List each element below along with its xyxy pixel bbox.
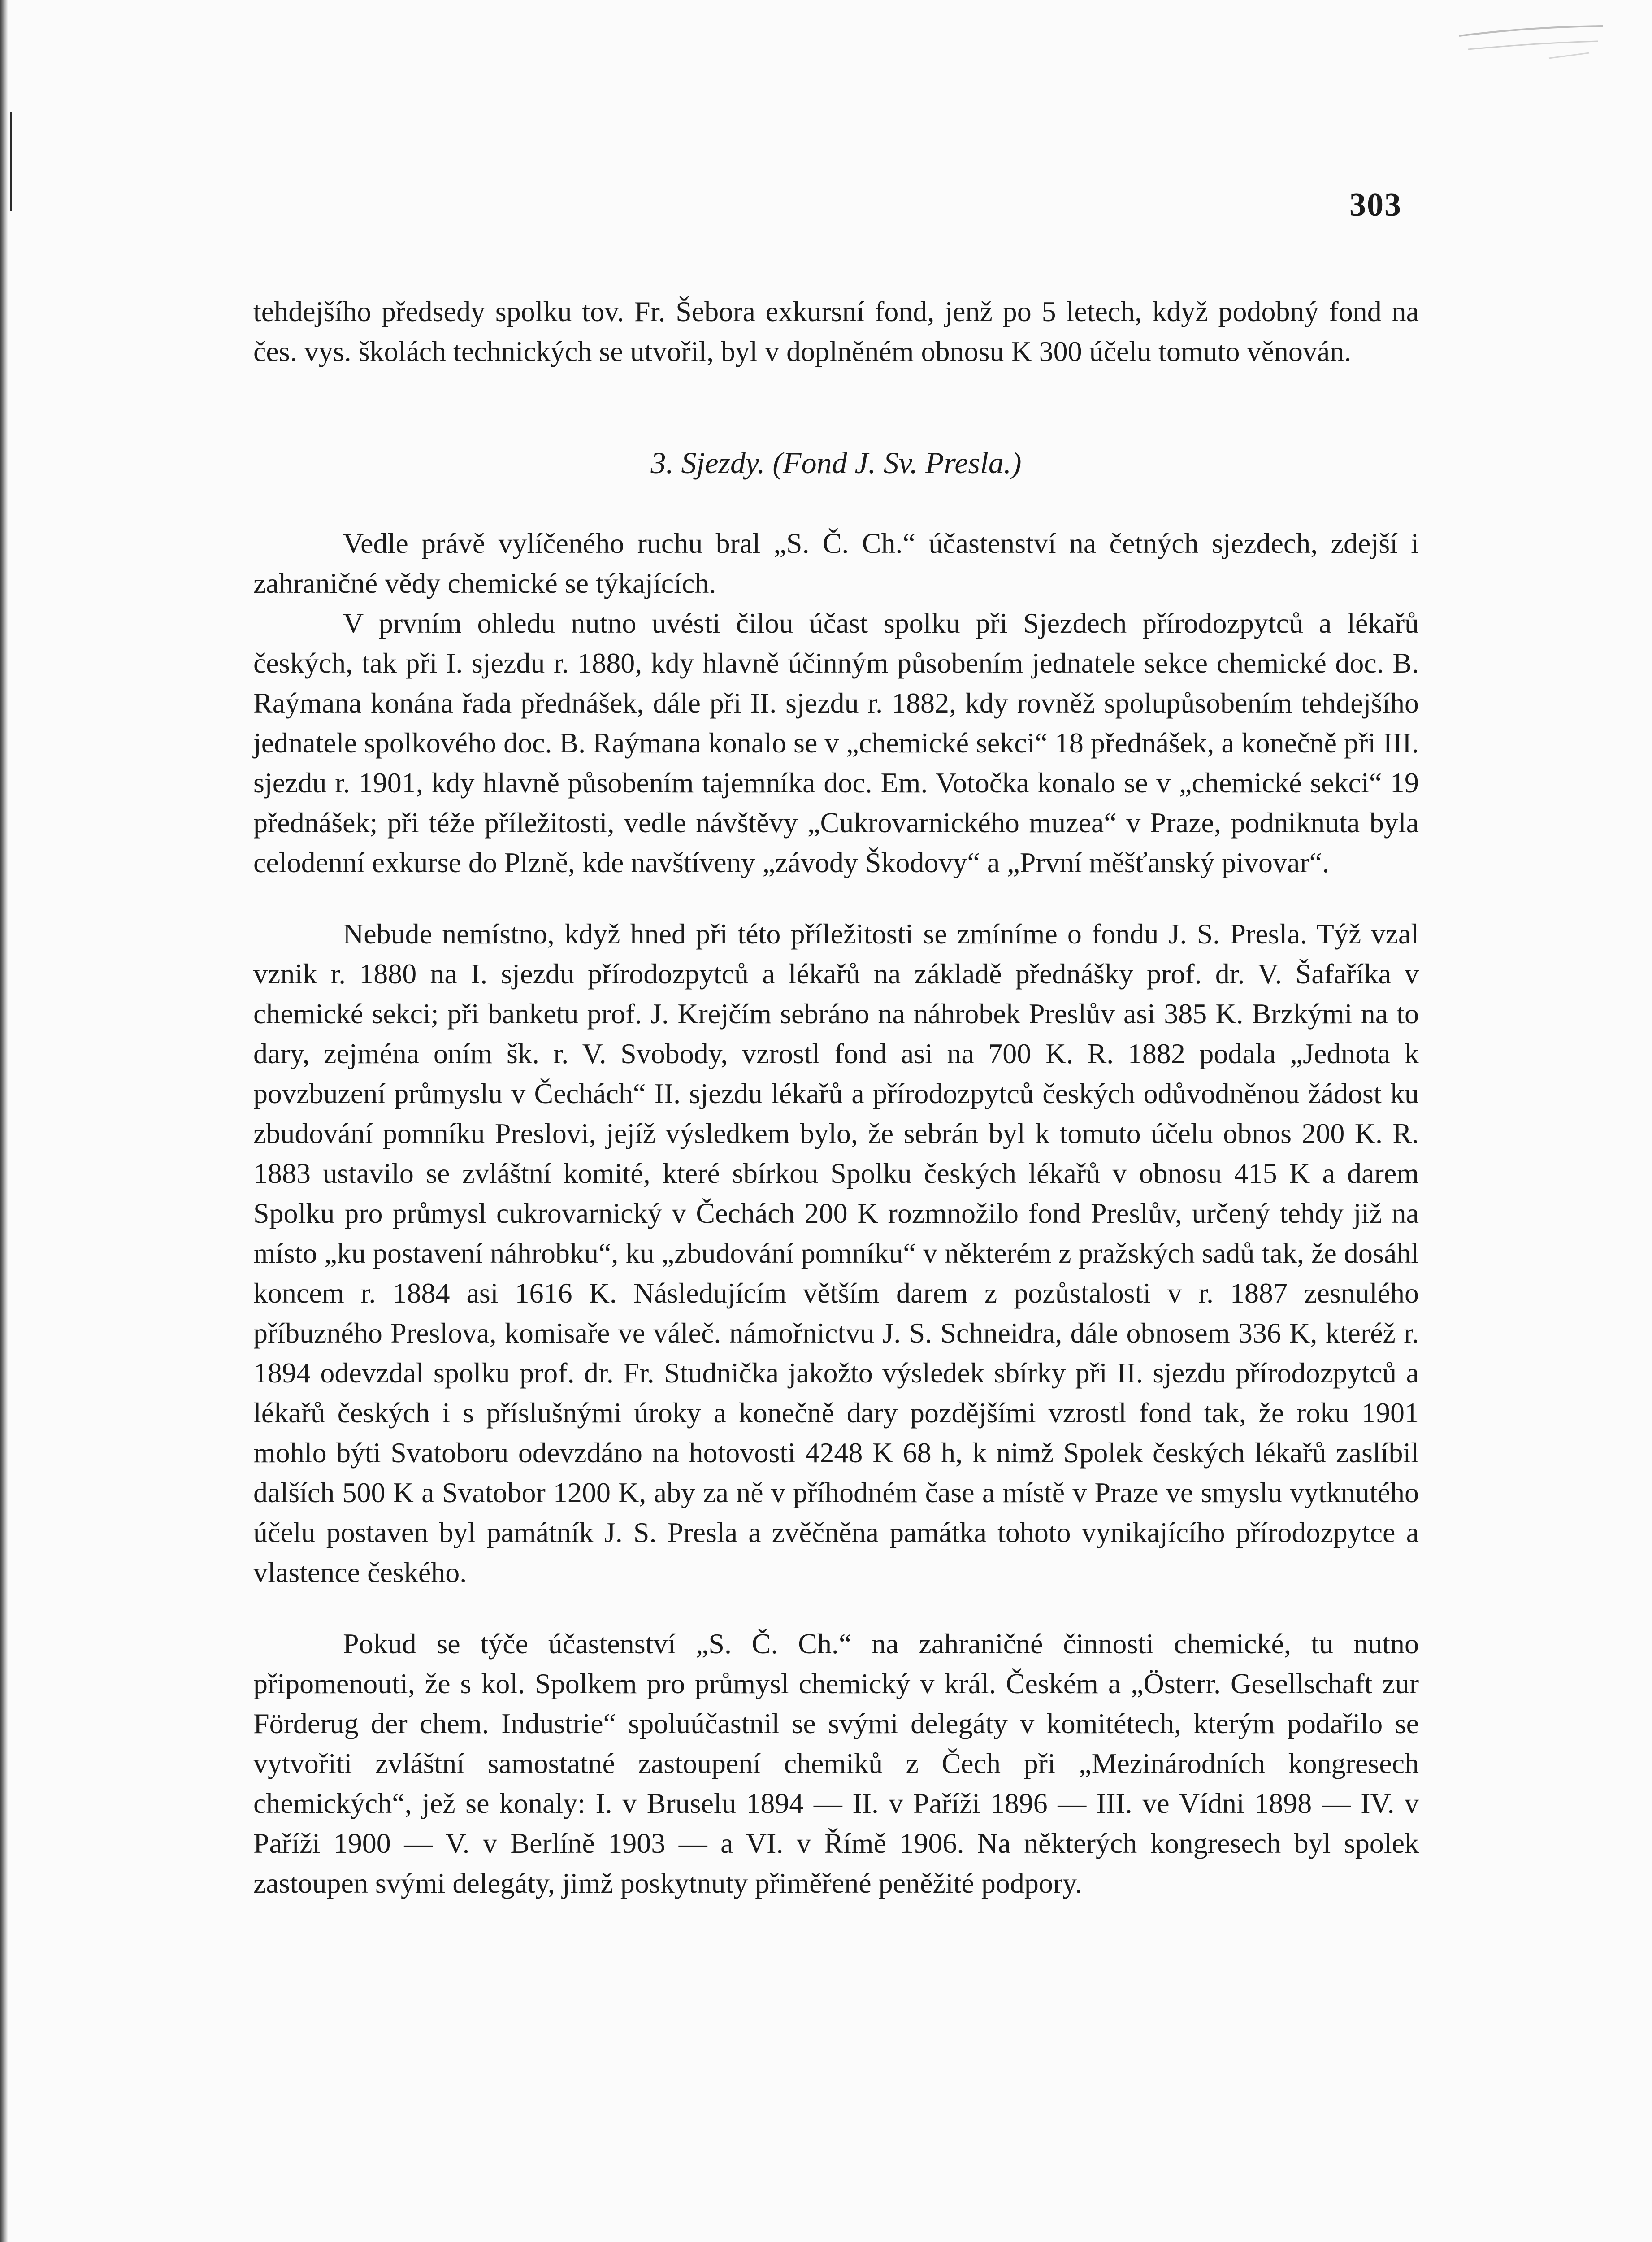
- paragraph-gap: [253, 1592, 1419, 1624]
- page-number: 303: [1349, 187, 1402, 223]
- paragraph-sjezdy-intro: Vedle právě vylíčeného ruchu bral „S. Č. Ch.“ účastenství na četných sjezdech, zdejší i zahraničné vědy chemické se týkajících.: [253, 527, 1419, 599]
- paragraph-fond-presla: Nebude nemístno, když hned při této příležitosti se zmíníme o fondu J. S. Presla. Týž vzal vznik r. 1880 na I. sjezdu přírodozpytců a lékařů na základě přednášky prof. dr. V. Šafaříka v chemické sekci; při banketu prof. J. Krejčím sebráno na náhrobek Preslův asi 385 K. Brzkými na to dary, zejména oním šk. r. V. Svobody, vzrostl fond asi na 700 K. R. 1882 podala „Jednota k povzbuzení průmyslu v Čechách“ II. sjezdu lékařů a přírodozpytců českých odůvodněnou žádost ku zbudování pomníku Preslovi, jejíž výsledkem bylo, že sebrán byl k tomuto účelu obnos 200 K. R. 1883 ustavilo se zvláštní komité, které sbírkou Spolku českých lékařů v obnosu 415 K a darem Spolku pro průmysl cukrovarnický v Čechách 200 K rozmnožilo fond Preslův, určený tehdy již na místo „ku postavení náhrobku“, ku „zbudování pomníku“ v některém z pražských sadů tak, že dosáhl koncem r. 1884 asi 1616 K. Následujícím větším darem z pozůstalosti v r. 1887 zesnulého příbuzného Preslova, komisaře ve váleč. námořnictvu J. S. Schneidra, dále obnosem 336 K, kteréž r. 1894 odevzdal spolku prof. dr. Fr. Studnička jakožto výsledek sbírky při II. sjezdu přírodozpytců a lékařů českých i s příslušnými úroky a konečně dary pozdějšími vzrostl fond tak, že roku 1901 mohlo býti Svatoboru odevzdáno na hotovosti 4248 K 68 h, k nimž Spolek českých lékařů zaslíbil dalších 500 K a Svatobor 1200 K, aby za ně v příhodném čase a místě v Praze ve smyslu vytknutého účelu postaven byl památník J. S. Presla a zvěčněna památka tohoto vynikajícího přírodozpytce a vlastence českého.: [253, 918, 1419, 1588]
- paragraph-sjezdy-prirodozpytcu: V prvním ohledu nutno uvésti čilou účast spolku při Sjezdech přírodozpytců a lékařů českých, tak při I. sjezdu r. 1880, kdy hlavně účinným působením jednatele sekce chemické doc. B. Raýmana konána řada přednášek, dále při II. sjezdu r. 1882, kdy rovněž spolupůsobením tehdejšího jednatele spolkového doc. B. Raýmana konalo se v „chemické sekci“ 18 přednášek, a konečně při III. sjezdu r. 1901, kdy hlavně působením tajemníka doc. Em. Votočka konalo se v „chemické sekci“ 19 přednášek; při téže příležitosti, vedle návštěvy „Cukrovarnického muzea“ v Praze, podniknuta byla celodenní exkurse do Plzně, kde navštíveny „závody Škodovy“ a „První měšťanský pivovar“.: [253, 607, 1419, 878]
- paragraph-gap: [253, 882, 1419, 914]
- section-heading: 3. Sjezdy. (Fond J. Sv. Presla.): [650, 446, 1022, 480]
- intro-paragraph: tehdejšího předsedy spolku tov. Fr. Šebora exkursní fond, jenž po 5 letech, když podobný fond na čes. vys. školách technických se utvořil, byl v doplněném obnosu K 300 účelu tomuto věnován.: [253, 295, 1419, 367]
- scan-edge-line: [10, 112, 12, 211]
- page-body: [253, 291, 1419, 1903]
- paragraph-zahranicni-kongresy: Pokud se týče účastenství „S. Č. Ch.“ na zahraničné činnosti chemické, tu nutno připomenouti, že s kol. Spolkem pro průmysl chemický v král. Českém a „Österr. Gesellschaft zur Förderug der chem. Industrie“ spoluúčastnil se svými delegáty v komitétech, kterým podařilo se vytvořiti zvláštní samostatné zastoupení chemiků z Čech při „Mezinárodních kongresech chemických“, jež se konaly: I. v Bruselu 1894 — II. v Paříži 1896 — III. ve Vídni 1898 — IV. v Paříži 1900 — V. v Berlíně 1903 — a VI. v Římě 1906. Na některých kongresech byl spolek zastoupen svými delegáty, jimž poskytnuty přiměřené peněžité podpory.: [253, 1628, 1419, 1899]
- scan-corner-artifact: [1441, 18, 1612, 72]
- scan-edge-shadow: [0, 0, 8, 2242]
